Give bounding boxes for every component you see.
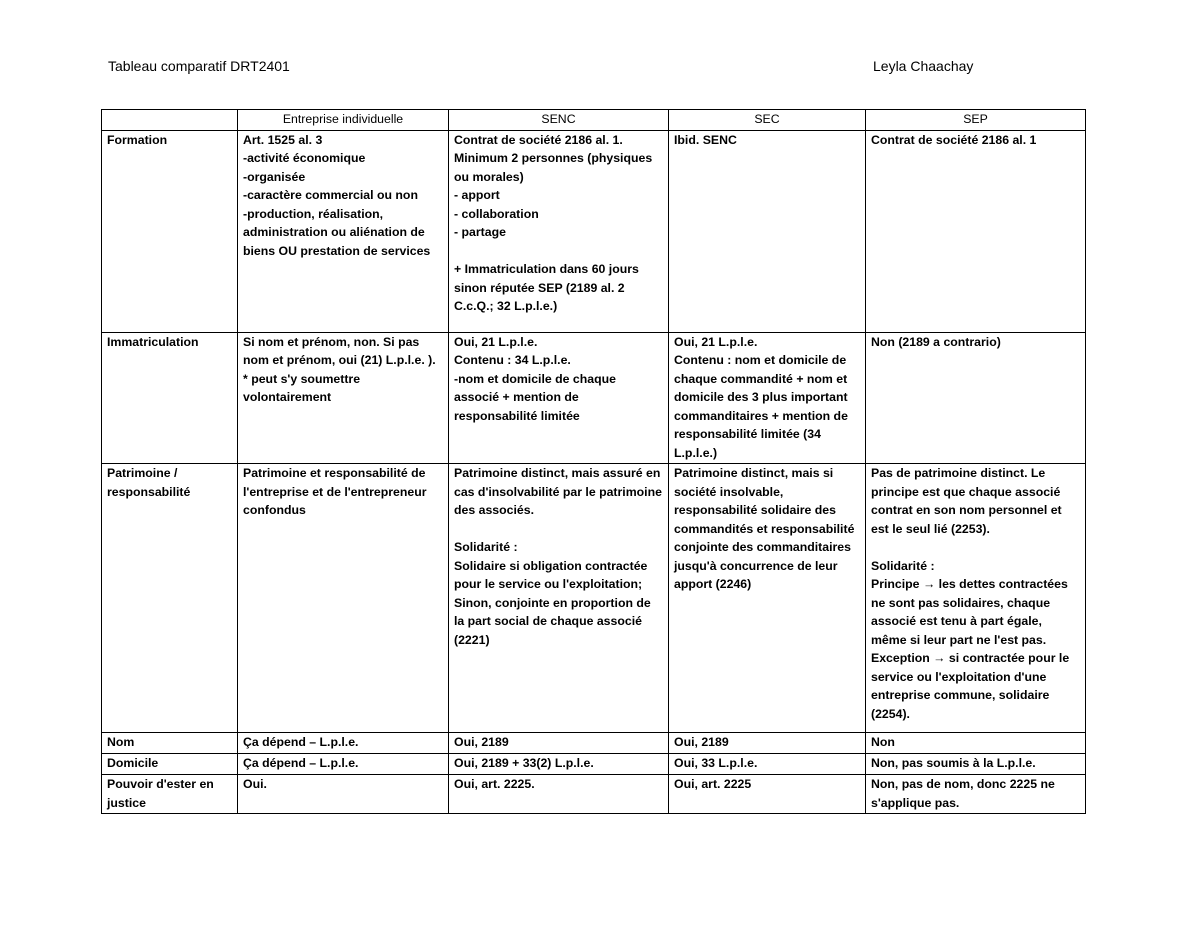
row-label: Formation [102,130,238,332]
cell-senc: Contrat de société 2186 al. 1. Minimum 2 personnes (physiques ou morales) - apport - collaboration - partage + Immatriculation dans 60 jours sinon réputée SEP (2189 al. 2 C.c.Q.; 32 L.p.l.e.) [449,130,669,332]
header-course-title: Tableau comparatif DRT2401 [108,58,290,74]
cell-sep: Contrat de société 2186 al. 1 [866,130,1086,332]
row-label: Domicile [102,754,238,775]
cell-senc: Oui, 21 L.p.l.e. Contenu : 34 L.p.l.e. -nom et domicile de chaque associé + mention de responsabilité limitée [449,332,669,464]
cell-senc: Oui, 2189 [449,733,669,754]
cell-entreprise-individuelle: Patrimoine et responsabilité de l'entreprise et de l'entrepreneur confondus [238,464,449,733]
row-label: Patrimoine / responsabilité [102,464,238,733]
row-label: Immatriculation [102,332,238,464]
header-author-name: Leyla Chaachay [873,58,974,74]
table-header-row [102,110,1086,131]
table-row [102,464,1086,733]
column-header-sep: SEP [866,110,1086,131]
cell-sep: Non, pas de nom, donc 2225 ne s'applique pas. [866,775,1086,814]
comparison-table [101,109,1086,814]
cell-sec: Patrimoine distinct, mais si société insolvable, responsabilité solidaire des commandités et responsabilité conjointe des commanditaires jusqu'à concurrence de leur apport (2246) [669,464,866,733]
cell-sep: Non (2189 a contrario) [866,332,1086,464]
column-header-senc: SENC [449,110,669,131]
table-row [102,775,1086,814]
cell-sec: Oui, 21 L.p.l.e. Contenu : nom et domicile de chaque commandité + nom et domicile des 3 plus important commanditaires + mention de responsabilité limitée (34 L.p.l.e.) [669,332,866,464]
cell-senc: Oui, 2189 + 33(2) L.p.l.e. [449,754,669,775]
cell-entreprise-individuelle: Ça dépend – L.p.l.e. [238,754,449,775]
cell-sec: Ibid. SENC [669,130,866,332]
table-row [102,733,1086,754]
table-body [102,130,1086,814]
table-row [102,332,1086,464]
cell-entreprise-individuelle: Si nom et prénom, non. Si pas nom et prénom, oui (21) L.p.l.e. ). * peut s'y soumettre volontairement [238,332,449,464]
cell-sec: Oui, 2189 [669,733,866,754]
column-header-sec: SEC [669,110,866,131]
cell-entreprise-individuelle: Ça dépend – L.p.l.e. [238,733,449,754]
row-label: Pouvoir d'ester en justice [102,775,238,814]
cell-entreprise-individuelle: Art. 1525 al. 3 -activité économique -organisée -caractère commercial ou non -production, réalisation, administration ou aliénation de biens OU prestation de services [238,130,449,332]
cell-sep: Non, pas soumis à la L.p.l.e. [866,754,1086,775]
table-row [102,754,1086,775]
cell-entreprise-individuelle: Oui. [238,775,449,814]
column-header-entreprise-individuelle: Entreprise individuelle [238,110,449,131]
table-row [102,130,1086,332]
cell-senc: Patrimoine distinct, mais assuré en cas d'insolvabilité par le patrimoine des associés. Solidarité : Solidaire si obligation contractée pour le service ou l'exploitation; Sinon, conjointe en proportion de la part social de chaque associé (2221) [449,464,669,733]
column-header-empty [102,110,238,131]
cell-senc: Oui, art. 2225. [449,775,669,814]
row-label: Nom [102,733,238,754]
cell-sep: Non [866,733,1086,754]
cell-sec: Oui, 33 L.p.l.e. [669,754,866,775]
cell-sep: Pas de patrimoine distinct. Le principe est que chaque associé contrat en son nom personnel et est le seul lié (2253). Solidarité : Principe → les dettes contractées ne sont pas solidaires, chaque associé est tenu à part égale, même si leur part ne l'est pas. Exception → si contractée pour le service ou l'exploitation d'une entreprise commune, solidaire (2254). [866,464,1086,733]
cell-sec: Oui, art. 2225 [669,775,866,814]
